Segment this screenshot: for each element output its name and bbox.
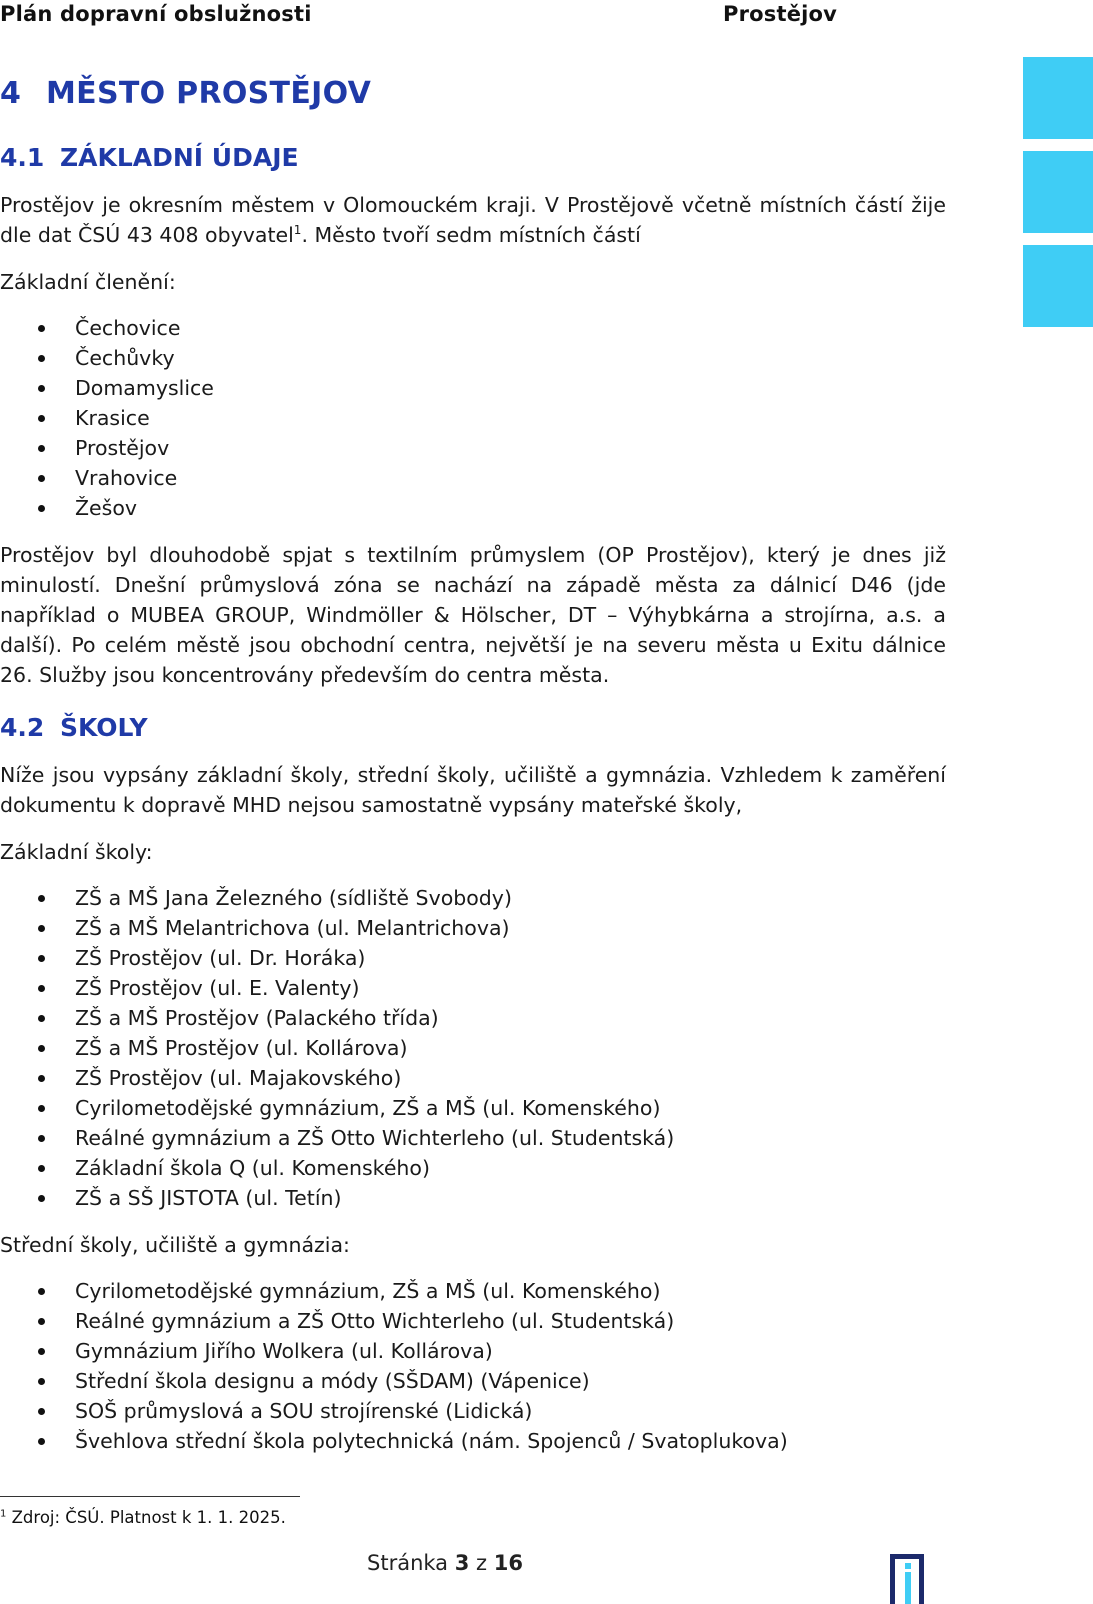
subsection-title: ZÁKLADNÍ ÚDAJE	[60, 143, 299, 172]
total-pages: 16	[493, 1551, 523, 1575]
list-item: ZŠ a MŠ Prostějov (ul. Kollárova)	[0, 1033, 674, 1063]
intro-text-b: . Město tvoří sedm místních částí	[301, 223, 641, 247]
list-item: ZŠ a SŠ JISTOTA (ul. Tetín)	[0, 1183, 674, 1213]
section-number: 4	[0, 76, 22, 111]
company-logo-icon	[890, 1554, 934, 1604]
list-item: Cyrilometodějské gymnázium, ZŠ a MŠ (ul. Komenského)	[0, 1276, 788, 1306]
section-heading	[0, 76, 371, 111]
subsection-heading-schools	[0, 713, 148, 742]
list-item: Čechůvky	[0, 343, 214, 373]
current-page: 3	[454, 1551, 470, 1575]
subsection-heading-basic-data	[0, 143, 299, 172]
footnote-text: Zdroj: ČSÚ. Platnost k 1. 1. 2025.	[11, 1508, 286, 1527]
list-item: Reálné gymnázium a ZŠ Otto Wichterleho (ul. Studentská)	[0, 1306, 788, 1336]
list-item: Domamyslice	[0, 373, 214, 403]
subsection-title: ŠKOLY	[60, 713, 148, 742]
list-item: Vrahovice	[0, 463, 214, 493]
split-label: Základní členění:	[0, 270, 176, 294]
page-number	[367, 1551, 523, 1575]
list-item: ZŠ Prostějov (ul. Majakovského)	[0, 1063, 674, 1093]
list-item: Žešov	[0, 493, 214, 523]
footnote-number: 1	[0, 1508, 7, 1520]
subsection-number: 4.2	[0, 713, 45, 742]
schools-intro-paragraph: Níže jsou vypsány základní školy, střední školy, učiliště a gymnázia. Vzhledem k zaměření dokumentu k dopravě MHD nejsou samostatně vypsány mateřské školy,	[0, 763, 946, 817]
header-city: Prostějov	[723, 2, 838, 26]
footnote-separator	[0, 1496, 300, 1497]
city-parts-list	[0, 313, 214, 523]
list-item: SOŠ průmyslová a SOU strojírenské (Lidická)	[0, 1396, 788, 1426]
secondary-schools-label: Střední školy, učiliště a gymnázia:	[0, 1233, 350, 1257]
list-item: ZŠ Prostějov (ul. E. Valenty)	[0, 973, 674, 1003]
list-item: ZŠ Prostějov (ul. Dr. Horáka)	[0, 943, 674, 973]
basic-schools-label: Základní školy:	[0, 840, 153, 864]
header-title: Plán dopravní obslužnosti	[0, 2, 312, 26]
page-separator: z	[469, 1551, 494, 1575]
list-item: Krasice	[0, 403, 214, 433]
list-item: Prostějov	[0, 433, 214, 463]
list-item: Střední škola designu a módy (SŠDAM) (Vápenice)	[0, 1366, 788, 1396]
list-item: Čechovice	[0, 313, 214, 343]
basic-schools-list	[0, 883, 674, 1213]
page-label: Stránka	[367, 1551, 455, 1575]
side-tab-3	[1023, 245, 1093, 327]
intro-text-a: Prostějov je okresním městem v Olomouckém kraji. V Prostějově včetně místních částí žije dle dat ČSÚ 43 408 obyvatel	[0, 193, 946, 247]
list-item: Švehlova střední škola polytechnická (nám. Spojenců / Svatoplukova)	[0, 1426, 788, 1456]
list-item: ZŠ a MŠ Melantrichova (ul. Melantrichova)	[0, 913, 674, 943]
intro-paragraph	[0, 190, 946, 250]
list-item: Reálné gymnázium a ZŠ Otto Wichterleho (ul. Studentská)	[0, 1123, 674, 1153]
list-item: Cyrilometodějské gymnázium, ZŠ a MŠ (ul. Komenského)	[0, 1093, 674, 1123]
footnote-reference[interactable]: 1	[293, 223, 302, 238]
description-paragraph: Prostějov byl dlouhodobě spjat s textilním průmyslem (OP Prostějov), který je dnes již minulostí. Dnešní průmyslová zóna se nachází na západě města za dálnicí D46 (jde například o MUBEA GROUP, Windmöller & Hölscher, DT – Výhybkárna a strojírna, a.s. a další). Po celém městě jsou obchodní centra, největší je na severu města u Exitu dálnice 26. Služby jsou koncentrovány především do centra města.	[0, 543, 946, 687]
subsection-number: 4.1	[0, 143, 45, 172]
side-tab-2	[1023, 151, 1093, 233]
secondary-schools-list	[0, 1276, 788, 1456]
list-item: ZŠ a MŠ Prostějov (Palackého třída)	[0, 1003, 674, 1033]
list-item: Gymnázium Jiřího Wolkera (ul. Kollárova)	[0, 1336, 788, 1366]
list-item: ZŠ a MŠ Jana Železného (sídliště Svobody)	[0, 883, 674, 913]
side-tab-1	[1023, 57, 1093, 139]
section-title: MĚSTO PROSTĚJOV	[46, 76, 372, 111]
footnote	[0, 1508, 286, 1527]
list-item: Základní škola Q (ul. Komenského)	[0, 1153, 674, 1183]
